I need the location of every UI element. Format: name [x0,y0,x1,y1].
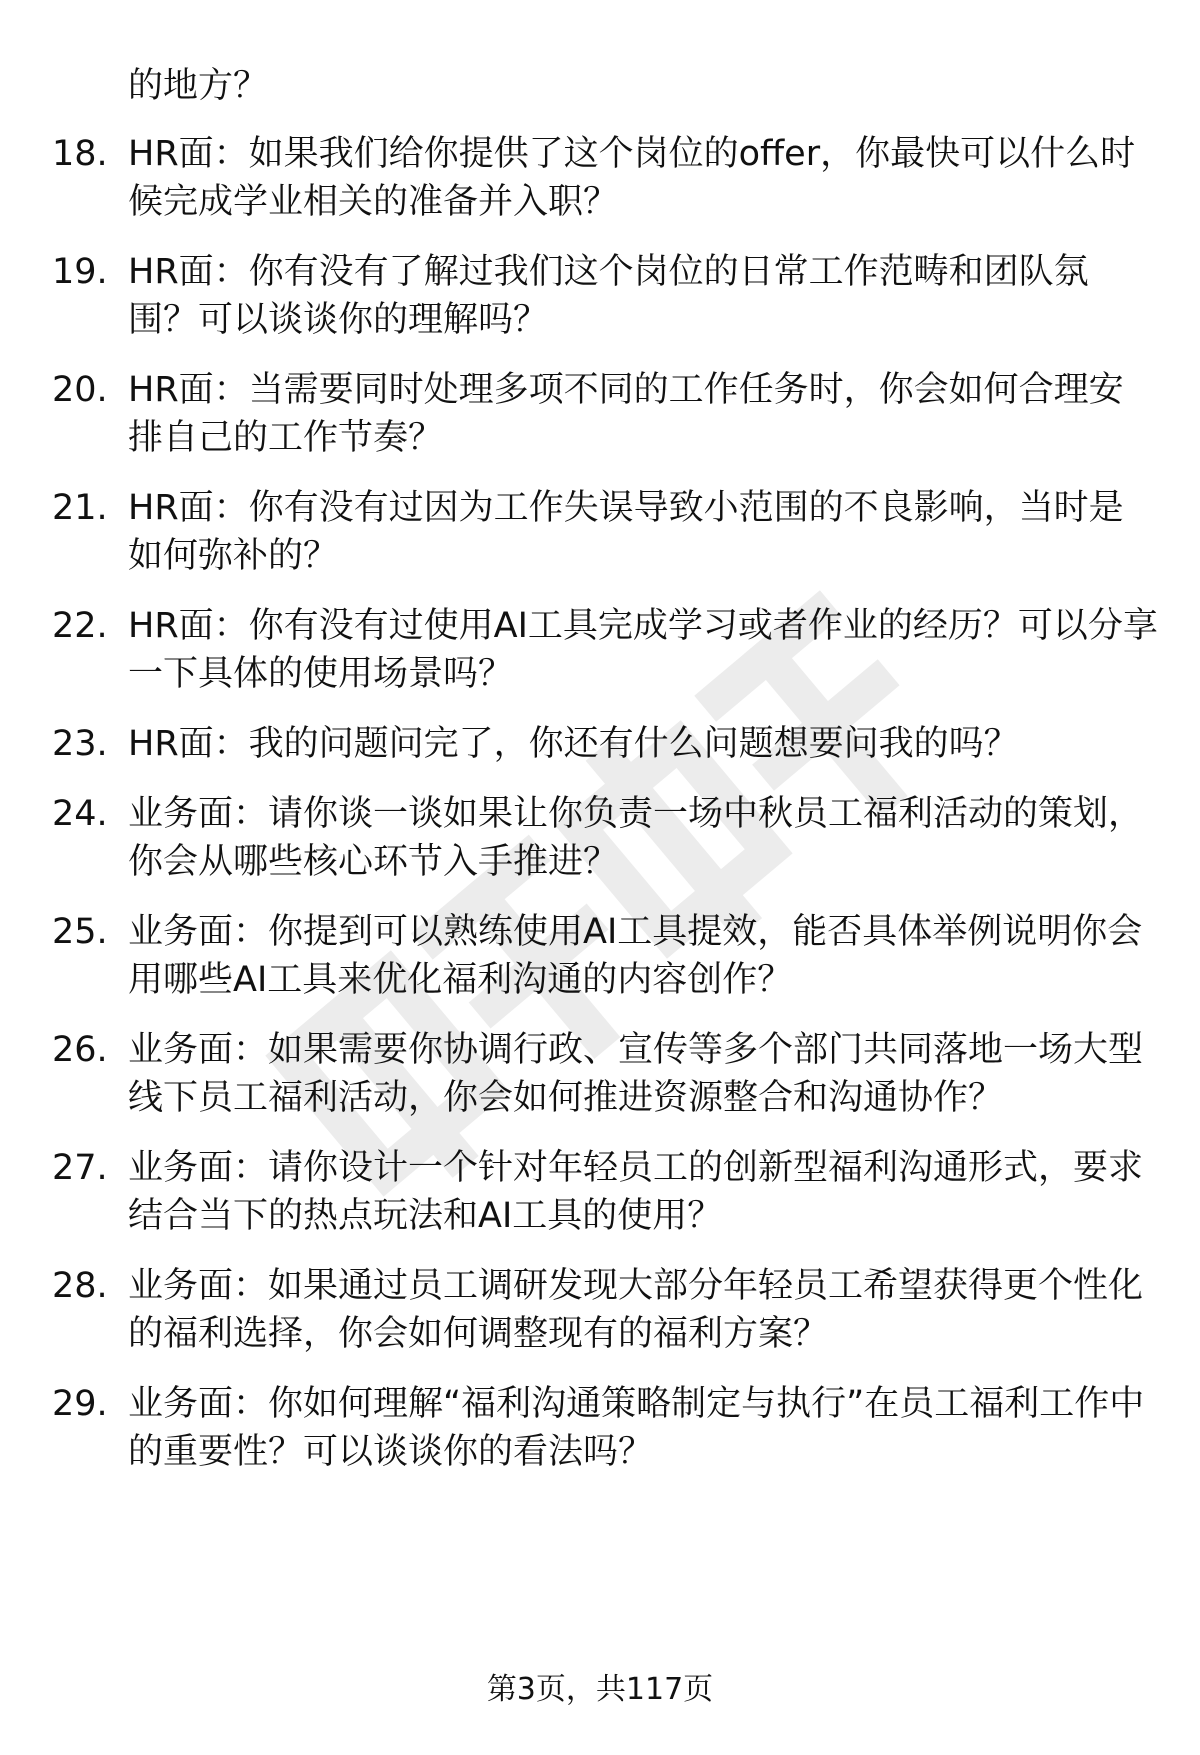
list-item [0,130,1200,240]
list-item [0,1144,1200,1254]
question-text: 业务面：你如何理解“福利沟通策略制定与执行”在员工福利工作中的重要性？可以谈谈你的看法吗？ [128,1384,1145,1472]
list-item [0,366,1200,476]
list-item [0,1380,1200,1490]
question-text: HR面：如果我们给你提供了这个岗位的offer，你最快可以什么时候完成学业相关的准备并入职？ [128,134,1136,222]
question-number: 18. [52,134,108,174]
question-text: HR面：你有没有过因为工作失误导致小范围的不良影响，当时是如何弥补的？ [128,488,1124,576]
list-item [0,1026,1200,1136]
question-number: 24. [52,794,108,834]
question-number: 23. [52,724,108,764]
question-number: 22. [52,606,108,646]
question-number: 25. [52,912,108,952]
page-footer: 第3页，共117页 [486,1672,714,1707]
question-text: HR面：你有没有了解过我们这个岗位的日常工作范畴和团队氛围？可以谈谈你的理解吗？ [128,252,1089,340]
question-text: 业务面：你提到可以熟练使用AI工具提效，能否具体举例说明你会用哪些AI工具来优化福利沟通的内容创作？ [128,912,1143,1000]
question-number: 20. [52,370,108,410]
question-number: 21. [52,488,108,528]
question-text: HR面：你有没有过使用AI工具完成学习或者作业的经历？可以分享一下具体的使用场景吗？ [128,606,1158,694]
continuation-text: 的地方？ [128,66,269,106]
question-text: 业务面：请你设计一个针对年轻员工的创新型福利沟通形式，要求结合当下的热点玩法和AI工具的使用？ [128,1148,1144,1236]
question-number: 19. [52,252,108,292]
question-text: 业务面：请你谈一谈如果让你负责一场中秋员工福利活动的策划，你会从哪些核心环节入手推进？ [128,794,1144,882]
list-item [0,248,1200,358]
list-item [0,908,1200,1018]
question-text: 业务面：如果需要你协调行政、宣传等多个部门共同落地一场大型线下员工福利活动，你会如何推进资源整合和沟通协作？ [128,1030,1144,1118]
question-text: 业务面：如果通过员工调研发现大部分年轻员工希望获得更个性化的福利选择，你会如何调整现有的福利方案？ [128,1266,1144,1354]
list-item [0,602,1200,712]
question-number: 26. [52,1030,108,1070]
question-number: 28. [52,1266,108,1306]
list-item [0,484,1200,594]
list-item [0,1262,1200,1372]
question-text: HR面：我的问题问完了，你还有什么问题想要问我的吗？ [128,724,1019,764]
question-number: 27. [52,1148,108,1188]
question-text: HR面：当需要同时处理多项不同的工作任务时，你会如何合理安排自己的工作节奏？ [128,370,1124,458]
list-item [0,790,1200,900]
question-number: 29. [52,1384,108,1424]
